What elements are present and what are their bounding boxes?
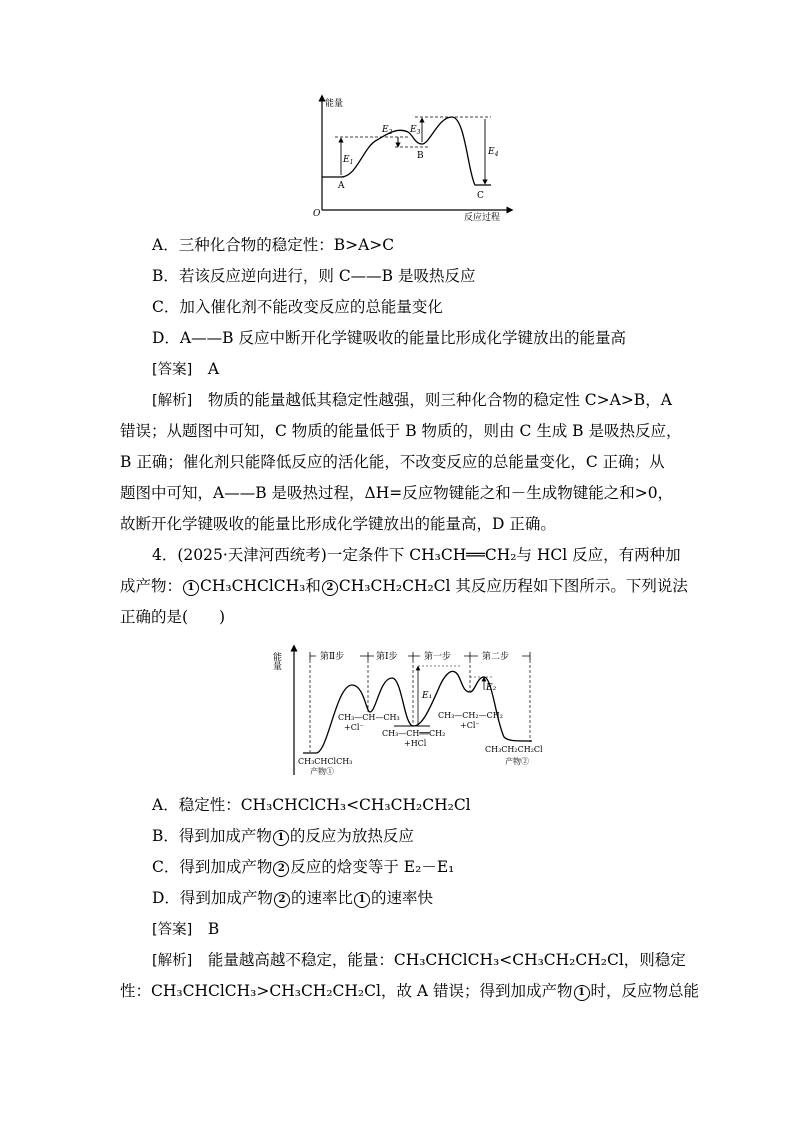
- reaction-curve: [322, 117, 491, 185]
- product-2: CH₃CH₂CH₂Cl 产物②: [485, 745, 543, 766]
- q4-stem-line-2: 成产物： 1 CH₃CHClCH₃和 2 CH₃CH₂CH₂Cl 其反应历程如下图所示。下列说法: [120, 577, 688, 595]
- origin-label: O: [313, 209, 321, 219]
- y-axis-label: 能量: [325, 99, 344, 109]
- step-label-I: 第Ⅰ步: [376, 652, 398, 662]
- label-A: A: [338, 181, 345, 191]
- step-label-II: 第Ⅱ步: [320, 652, 345, 662]
- intermediate-1: CH₃—CH—CH₃ +Cl⁻: [338, 713, 400, 732]
- label-E3: $E_3$: [410, 125, 421, 136]
- reactant: CH₃—CH══CH₂ +HCl: [382, 729, 446, 748]
- label-E1: $E_1$: [343, 155, 354, 166]
- product-1: CH₃CHClCH₃ 产物①: [298, 757, 353, 776]
- q3-option-a: A．三种化合物的稳定性：B>A>C: [152, 236, 395, 254]
- label-E2-2: E₂: [486, 683, 497, 693]
- q4-analysis-line-2: 性：CH₃CHClCH₃>CH₃CH₂CH₂Cl，故 A 错误；得到加成产物 1 时，反应物总能: [120, 982, 700, 1000]
- q3-option-d: D．A——B 反应中断开化学键吸收的能量比形成化学键放出的能量高: [152, 329, 626, 347]
- q4-stem-line-3: 正确的是( ): [120, 608, 226, 626]
- q4-option-d: D．得到加成产物 2 的速率比 1 的速率快: [152, 889, 433, 907]
- x-axis-label: 反应过程: [464, 213, 501, 222]
- q3-analysis-line-3: B 正确；催化剂只能降低反应的活化能，不改变反应的总能量变化，C 正确；从: [120, 453, 665, 471]
- q3-answer: [答案] A: [152, 360, 220, 378]
- step-label-second: 第二步: [482, 652, 510, 662]
- q3-analysis-line-2: 错误；从题图中可知，C 物质的能量低于 B 物质的，则由 C 生成 B 是吸热反应，: [120, 422, 682, 440]
- q3-analysis-line-5: 故断开化学键吸收的能量比形成化学键放出的能量高，D 正确。: [120, 515, 556, 533]
- label-E4: $E_4$: [488, 147, 499, 158]
- q4-answer: [答案] B: [152, 920, 220, 938]
- q3-option-b: B．若该反应逆向进行，则 C——B 是吸热反应: [152, 267, 476, 285]
- label-E1-2: E₁: [422, 691, 433, 701]
- label-E2: $E_2$: [382, 125, 393, 136]
- label-C: C: [477, 191, 484, 201]
- y-axis-label-2: 能量: [271, 652, 281, 670]
- q3-analysis-line-1: [解析] 物质的能量越低其稳定性越强，则三种化合物的稳定性 C>A>B，A: [152, 391, 672, 409]
- q4-option-a: A．稳定性：CH₃CHClCH₃<CH₃CH₂CH₂Cl: [152, 796, 471, 814]
- q4-option-c: C．得到加成产物 2 反应的焓变等于 E₂－E₁: [152, 858, 455, 876]
- energy-diagram-1: [305, 92, 520, 222]
- intermediate-2: CH₃—CH₂—CH₂ +Cl⁻: [438, 711, 503, 730]
- q4-analysis-line-1: [解析] 能量越高越不稳定，能量：CH₃CHClCH₃<CH₃CH₂CH₂Cl，则稳定: [152, 951, 686, 969]
- q3-option-c: C．加入催化剂不能改变反应的总能量变化: [152, 298, 443, 316]
- energy-diagram-2: [270, 640, 560, 782]
- q4-stem-line-1: 4．(2025·天津河西统考)一定条件下 CH₃CH══CH₂与 HCl 反应，有两种加: [152, 546, 681, 564]
- q4-option-b: B．得到加成产物 1 的反应为放热反应: [152, 827, 414, 845]
- step-label-first: 第一步: [424, 652, 452, 662]
- label-B: B: [417, 151, 424, 161]
- q3-analysis-line-4: 题图中可知，A——B 是吸热过程，ΔH=反应物键能之和－生成物键能之和>0，: [120, 484, 674, 502]
